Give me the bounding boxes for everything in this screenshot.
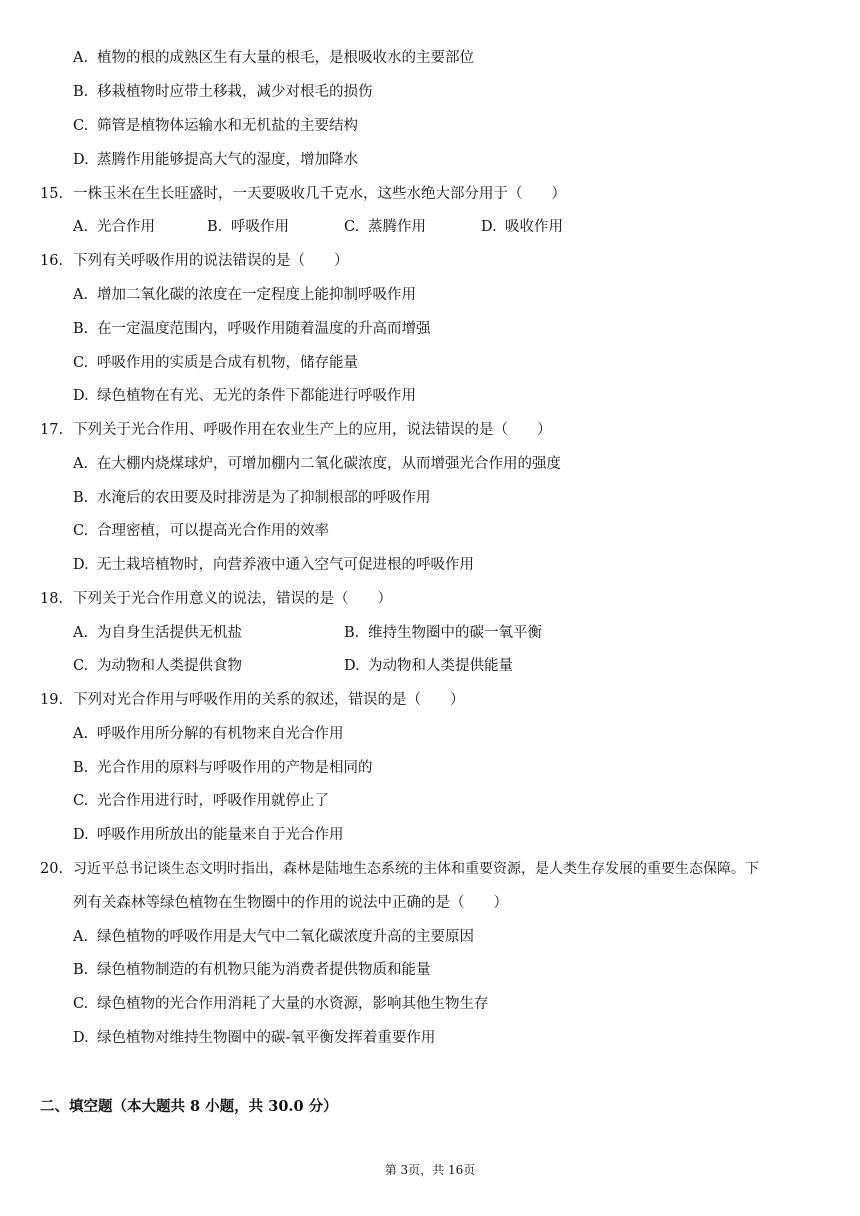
option [73,111,358,141]
option-letter: B. [73,760,89,776]
option [73,719,344,749]
option [73,348,358,378]
prev-option-b [0,77,860,107]
option-b [207,212,289,242]
option-text: 绿色植物的呼吸作用是大气中二氧化碳浓度升高的主要原因 [97,929,474,945]
option [73,922,474,952]
option-d [344,651,513,681]
question-20-option-c [0,989,860,1019]
option-text: 光合作用的原料与呼吸作用的产物是相同的 [97,760,373,776]
option-text: 植物的根的成熟区生有大量的根毛，是根吸收水的主要部位 [97,50,474,66]
option-text: 绿色植物对维持生物圈中的碳-氧平衡发挥着重要作用 [97,1030,436,1046]
question-text: 下列关于光合作用、呼吸作用在农业生产上的应用，说法错误的是（ ） [73,422,552,438]
question-20-option-a [0,922,860,952]
option [73,516,329,546]
option-text: 光合作用进行时，呼吸作用就停止了 [97,793,329,809]
option [73,1023,435,1053]
option-letter: D. [73,557,89,573]
option-d [481,212,563,242]
option-text: 为动物和人类提供食物 [97,658,242,674]
question-20-stem-line2 [0,888,860,918]
option [73,989,489,1019]
question-19-option-b [0,753,860,783]
question-text: 列有关森林等绿色植物在生物圈中的作用的说法中正确的是（ ） [73,895,508,911]
option [73,77,373,107]
question-17-option-b [0,483,860,513]
option [73,280,416,310]
option-letter: A. [73,625,89,641]
option [73,145,358,175]
question-text: 下列关于光合作用意义的说法，错误的是（ ） [73,591,392,607]
question-20-stem-line1 [0,854,860,884]
question-19-option-c [0,786,860,816]
option-text: 在大棚内烧煤球炉，可增加棚内二氧化碳浓度，从而增强光合作用的强度 [97,456,561,472]
question-number: 16. [40,253,64,269]
question-number: 18. [40,591,64,607]
option [73,314,431,344]
option-letter: A. [73,456,89,472]
question-18-options-cd [0,651,860,681]
option-letter: D. [73,827,89,843]
question-17-option-d [0,550,860,580]
question-16-option-c [0,348,860,378]
option-text: 光合作用 [97,219,155,235]
option-letter: B. [73,490,89,506]
option [73,753,373,783]
option-letter: D. [344,658,360,674]
question-text: 下列对光合作用与呼吸作用的关系的叙述，错误的是（ ） [73,692,465,708]
question-19-option-a [0,719,860,749]
option-text: 在一定温度范围内，呼吸作用随着温度的升高而增强 [97,321,431,337]
option-letter: C. [73,523,89,539]
question-16-stem [0,246,860,276]
option-letter: B. [73,84,89,100]
option-a [73,618,242,648]
question-number: 17. [40,422,64,438]
option-text: 无土栽培植物时，向营养液中通入空气可促进根的呼吸作用 [97,557,474,573]
option-text: 吸收作用 [505,219,563,235]
question-17-stem [0,415,860,445]
option-letter: C. [344,219,360,235]
option-letter: D. [481,219,497,235]
option-letter: D. [73,1030,89,1046]
option-text: 呼吸作用 [231,219,289,235]
option-text: 筛管是植物体运输水和无机盐的主要结构 [97,118,358,134]
option-letter: A. [73,50,89,66]
option-letter: C. [73,355,89,371]
option-text: 为自身生活提供无机盐 [97,625,242,641]
option-a [73,212,155,242]
question-17-option-c [0,516,860,546]
question-number: 20. [40,861,64,877]
question-15-stem [0,179,860,209]
prev-option-a [0,43,860,73]
option [73,550,474,580]
question-17-option-a [0,449,860,479]
option-b [344,618,542,648]
option-letter: A. [73,726,89,742]
option-text: 蒸腾作用 [368,219,426,235]
option-text: 增加二氧化碳的浓度在一定程度上能抑制呼吸作用 [97,287,416,303]
prev-option-c [0,111,860,141]
question-18-stem [0,584,860,614]
option-text: 绿色植物在有光、无光的条件下都能进行呼吸作用 [97,388,416,404]
option-text: 绿色植物的光合作用消耗了大量的水资源，影响其他生物生存 [97,996,489,1012]
option [73,43,474,73]
question-number: 15. [40,186,64,202]
option-letter: C. [73,118,89,134]
option [73,381,416,411]
option [73,820,344,850]
question-19-option-d [0,820,860,850]
option-c [73,651,242,681]
option-letter: C. [73,793,89,809]
question-19-stem [0,685,860,715]
option-letter: D. [73,388,89,404]
question-text: 一株玉米在生长旺盛时，一天要吸收几千克水，这些水绝大部分用于（ ） [73,186,566,202]
question-text: 习近平总书记谈生态文明时指出，森林是陆地生态系统的主体和重要资源，是人类生存发展的重要生态保障。下 [73,861,759,877]
option-letter: B. [207,219,223,235]
question-18-options-ab [0,618,860,648]
option [73,449,561,479]
question-number: 19. [40,692,64,708]
option-text: 为动物和人类提供能量 [368,658,513,674]
question-20-option-d [0,1023,860,1053]
question-16-option-d [0,381,860,411]
option-letter: C. [73,996,89,1012]
option-letter: B. [344,625,360,641]
option-text: 呼吸作用的实质是合成有机物，储存能量 [97,355,358,371]
option [73,786,329,816]
option-text: 合理密植，可以提高光合作用的效率 [97,523,329,539]
option-text: 蒸腾作用能够提高大气的湿度，增加降水 [97,152,358,168]
question-16-option-a [0,280,860,310]
question-20-option-b [0,955,860,985]
question-text: 下列有关呼吸作用的说法错误的是（ ） [73,253,349,269]
option-text: 水淹后的农田要及时排涝是为了抑制根部的呼吸作用 [97,490,431,506]
option-letter: B. [73,962,89,978]
option-text: 维持生物圈中的碳一氧平衡 [368,625,542,641]
option-letter: C. [73,658,89,674]
option-text: 呼吸作用所放出的能量来自于光合作用 [97,827,344,843]
option-text: 移栽植物时应带土移栽，减少对根毛的损伤 [97,84,373,100]
page-footer: 第 3页，共 16页 [384,1163,476,1177]
option-text: 呼吸作用所分解的有机物来自光合作用 [97,726,344,742]
question-16-option-b [0,314,860,344]
option [73,955,431,985]
option-letter: A. [73,219,89,235]
option-letter: B. [73,321,89,337]
option-letter: A. [73,287,89,303]
prev-option-d [0,145,860,175]
question-15-options [0,212,860,242]
option-letter: D. [73,152,89,168]
option [73,483,431,513]
section-heading: 二、填空题（本大题共 8 小题，共 30.0 分） [40,1098,338,1115]
option-c [344,212,426,242]
option-text: 绿色植物制造的有机物只能为消费者提供物质和能量 [97,962,431,978]
option-letter: A. [73,929,89,945]
